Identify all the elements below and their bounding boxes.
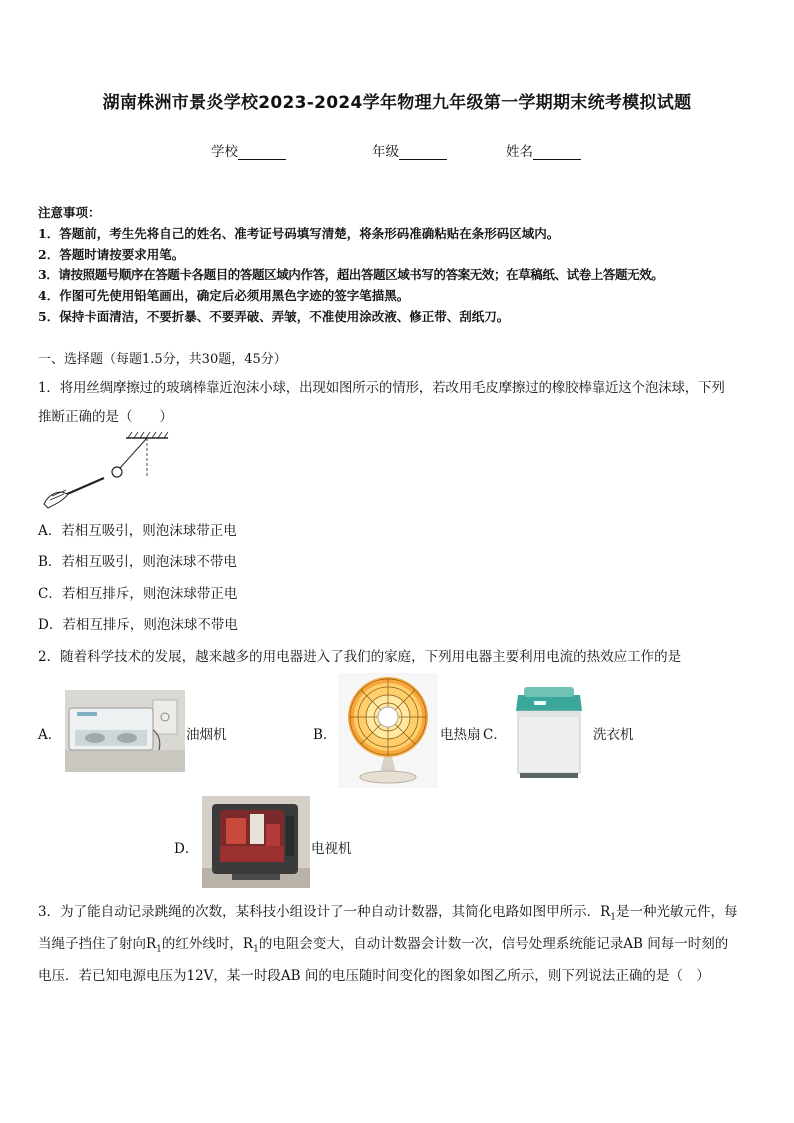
q3-sub: 1 bbox=[253, 944, 259, 955]
name-blank[interactable] bbox=[533, 145, 581, 160]
notice-item: 2．答题时请按要求用笔。 bbox=[38, 247, 185, 262]
notice-item: 4．作图可先使用铅笔画出，确定后必须用黑色字迹的签字笔描黑。 bbox=[38, 288, 410, 303]
q3-text: 当绳子挡住了射向R bbox=[38, 936, 157, 952]
grade-field bbox=[372, 140, 447, 160]
q2-option-b-letter[interactable]: B． bbox=[313, 727, 337, 743]
notice-item: 3．请按照题号顺序在答题卡各题目的答题区域内作答，超出答题区域书写的答案无效；在草稿纸、试卷上答题无效。 bbox=[38, 267, 664, 282]
q3-text: 的电阻会变大，自动计数器会计数一次，信号处理系统能记录AB 间每一时刻的 bbox=[258, 936, 729, 952]
q1-stem-line2: 推断正确的是（ ） bbox=[38, 409, 173, 425]
television-image bbox=[202, 796, 310, 888]
name-field bbox=[506, 140, 581, 160]
q2-option-d-label: 电视机 bbox=[311, 841, 352, 857]
q3-stem-line3: 电压．若已知电源电压为12V，某一时段AB 间的电压随时间变化的图象如图乙所示，则下列说法正确的是（ ） bbox=[38, 968, 710, 984]
school-label: 学校 bbox=[211, 144, 238, 160]
washing-machine-image bbox=[510, 681, 588, 781]
q3-sub: 1 bbox=[156, 944, 162, 955]
q2-option-c-letter[interactable]: C． bbox=[483, 727, 507, 743]
notice-item: 1．答题前，考生先将自己的姓名、准考证号码填写清楚，将条形码准确粘贴在条形码区域内。 bbox=[38, 226, 560, 241]
q1-option-b[interactable]: B．若相互吸引，则泡沫球不带电 bbox=[38, 554, 237, 570]
grade-blank[interactable] bbox=[399, 145, 447, 160]
q2-option-a-label: 油烟机 bbox=[186, 727, 227, 743]
q2-option-d-letter[interactable]: D． bbox=[174, 841, 199, 857]
q1-option-a[interactable]: A．若相互吸引，则泡沫球带正电 bbox=[38, 523, 237, 539]
q3-text: 是一种光敏元件，每 bbox=[616, 904, 738, 920]
name-label: 姓名 bbox=[506, 144, 533, 160]
notice-heading: 注意事项： bbox=[38, 205, 101, 220]
grade-label: 年级 bbox=[372, 144, 399, 160]
q1-figure-charged-ball bbox=[38, 430, 178, 510]
school-blank[interactable] bbox=[238, 145, 286, 160]
q1-option-c[interactable]: C．若相互排斥，则泡沫球带正电 bbox=[38, 586, 238, 602]
electric-heater-image bbox=[338, 673, 438, 788]
section-heading: 一、选择题（每题1.5分，共30题，45分） bbox=[38, 352, 287, 367]
q2-option-a-letter[interactable]: A． bbox=[38, 727, 62, 743]
q1-option-d[interactable]: D．若相互排斥，则泡沫球不带电 bbox=[38, 617, 238, 633]
page-title: 湖南株洲市景炎学校2023-2024学年物理九年级第一学期期末统考模拟试题 bbox=[102, 93, 692, 113]
q2-stem: 2．随着科学技术的发展，越来越多的用电器进入了我们的家庭，下列用电器主要利用电流的热效应工作的是 bbox=[38, 649, 682, 665]
q3-sub: 1 bbox=[610, 912, 616, 923]
q3-text: 的红外线时，R bbox=[161, 936, 254, 952]
q1-stem-line1: 1．将用丝绸摩擦过的玻璃棒靠近泡沫小球，出现如图所示的情形，若改用毛皮摩擦过的橡胶棒靠近这个泡沫球，下列 bbox=[38, 380, 725, 396]
q2-option-c-label: 洗衣机 bbox=[593, 727, 634, 743]
notice-item: 5．保持卡面清洁，不要折暴、不要弄破、弄皱，不准使用涂改液、修正带、刮纸刀。 bbox=[38, 309, 510, 324]
q2-option-b-label: 电热扇 bbox=[440, 727, 481, 743]
range-hood-image bbox=[65, 690, 185, 772]
q3-text: 3．为了能自动记录跳绳的次数，某科技小组设计了一种自动计数器，其简化电路如图甲所示．R bbox=[38, 904, 611, 920]
school-field bbox=[211, 140, 286, 160]
